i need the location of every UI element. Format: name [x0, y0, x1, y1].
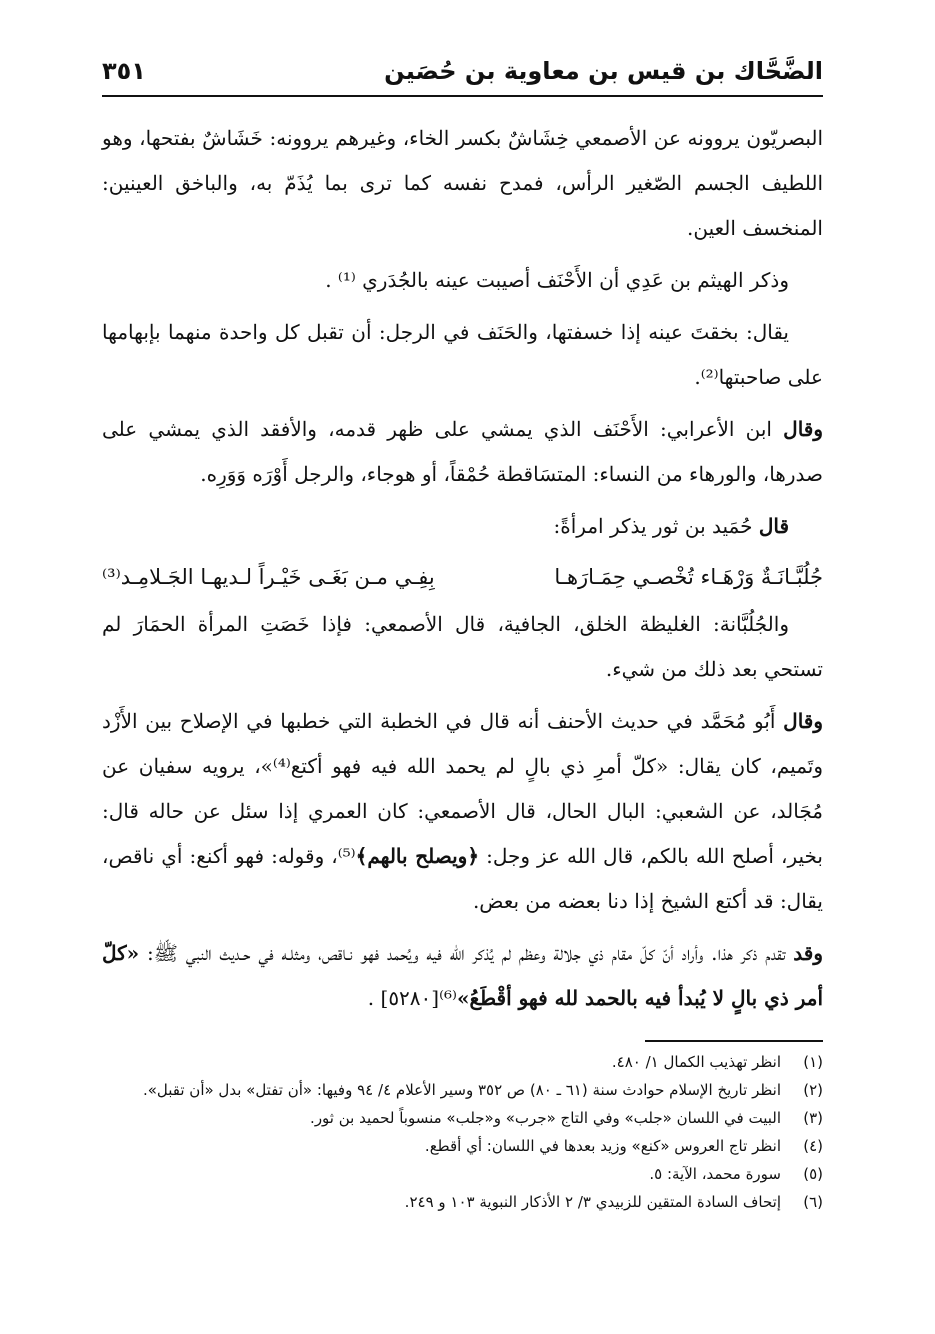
- paragraph: [102, 602, 823, 692]
- footnote-number: (٣): [803, 1109, 823, 1127]
- paragraph: [102, 699, 823, 924]
- footnote-text: إتحاف السادة المتقين للزبيدي ٣/ ٢ الأذكار النبوية ١٠٣ و ٢٤٩.: [404, 1193, 781, 1211]
- footnote-text: انظر تاريخ الإسلام حوادث سنة (٦١ ـ ٨٠) ص ٣٥٢ وسير الأعلام ٤/ ٩٤ وفيها: «أن تفتل» بدل «أن تقبل».: [142, 1081, 781, 1099]
- main-text: [102, 116, 823, 1028]
- quran-quote: ﴿ويصلح بالهم﴾: [355, 844, 480, 868]
- paragraph-lead: وقد: [793, 941, 823, 965]
- page-number: ٣٥١: [102, 57, 146, 85]
- footnote-number: (١): [803, 1053, 823, 1071]
- verse-second-hemistich: بِفِـي مـن بَغَـى خَيْـراً لـديهـا الجَـلامِـد⁽³⁾: [102, 565, 435, 589]
- running-title: الضَّحَّاك بن قيس بن معاوية بن حُصَين: [384, 57, 823, 85]
- paragraph: [102, 116, 823, 251]
- verse-first-hemistich: جُلُبَّـانَـةٌ وَرْهَـاء تُخْصـي حِمَـارَهـا: [554, 565, 823, 589]
- paragraph: [102, 310, 823, 400]
- paragraph-text: ابن الأعرابي: الأَحْنَف الذي يمشي على ظهر قدمه، والأفقد الذي يمشي على صدرها، والورهاء من النساء: المتسَاقطة حُمْقاً، أو هوجاء، والرجل أَوْرَه وَوَرِه.: [102, 417, 823, 486]
- paragraph-text: أَبُو مُحَمَّد في حديث الأحنف أنه قال في الخطبة التي خطبها في الإصلاح بين الأَزْد وتَميم، كان يقال: «كلّ أمرِ ذي بالٍ لم يحمد الله فيه فهو أكتع⁽⁴⁾»، يرويه سفيان عن مُجَالد، عن الشعبي: البال الحال، قال الأصمعي: كان العمري إذا سئل عن حاله قال: بخير، أصلح الله بالكم، قال الله عز وجل:: [102, 709, 824, 868]
- footnote: [102, 1134, 823, 1159]
- footnote-number: (٢): [803, 1081, 823, 1099]
- footnote-text: انظر تاج العروس «كنع» وزيد بعدها في اللسان: أي أقطع.: [424, 1137, 781, 1155]
- footnote: [102, 1106, 823, 1131]
- paragraph-text: ⁽⁵⁾، وقوله: فهو أكنع: أي ناقص، يقال: قد أكتع الشيخ إذا دنا بعضه من بعض.: [102, 844, 823, 913]
- paragraph: [102, 931, 823, 1021]
- paragraph-text: حُمَيد بن ثور يذكر امرأةً:: [553, 514, 759, 538]
- poetry-verse: [102, 556, 823, 598]
- paragraph: [102, 504, 823, 549]
- paragraph-text: والجُلُبَّانة: الغليظة الخلق، الجافية، قال الأصمعي: فإذا خَصَتِ المرأة الحمَارَ لم تستحي بعد ذلك من شيء.: [102, 612, 823, 681]
- paragraph: [102, 258, 823, 303]
- footnote-text: سورة محمد، الآية: ٥.: [649, 1165, 781, 1183]
- footnote-text: البيت في اللسان «جلب» وفي التاج «جرب» و«جلب» منسوباً لحميد بن ثور.: [310, 1109, 781, 1127]
- footnote: [102, 1162, 823, 1187]
- footnote-divider: [645, 1040, 823, 1042]
- footnote-number: (٥): [803, 1165, 823, 1183]
- paragraph: [102, 407, 823, 497]
- paragraph-text: ⁽⁶⁾[٥٢٨٠] .: [367, 986, 457, 1010]
- footnote-text: انظر تهذيب الكمال ١/ ٤٨٠.: [611, 1053, 781, 1071]
- footnote: [102, 1190, 823, 1215]
- paragraph-lead: وقال: [783, 417, 823, 441]
- hadith-quote: «كلّ أمر ذي بالٍ لا يُبدأ فيه بالحمد لله فهو أقْطَعُ»: [102, 941, 823, 1010]
- paragraph-lead: وقال: [783, 709, 823, 733]
- paragraph-text: البصريّون يروونه عن الأصمعي خِشَاشٌ بكسر الخاء، وغيرهم يروونه: خَشَاشٌ بفتحها، وهو اللطيف الجسم الصّغير الرأس، فمدح نفسه كما ترى بما يُذَمّ به، والباخق العينين: المنخسف العين.: [102, 126, 823, 240]
- page-header: [102, 55, 823, 97]
- footnotes: [102, 1050, 823, 1218]
- paragraph-text: تقدم ذكر هذا. وأراد أنّ كلّ مقام ذي جلالة وعظم لم يُذكر الله فيه ويُحمد فهو نـاقص، ومثلـه في حـديث النبي ﷺ:: [139, 941, 794, 965]
- footnote-number: (٦): [803, 1193, 823, 1211]
- footnote: [102, 1050, 823, 1075]
- paragraph-text: وذكر الهيثم بن عَدِي أن الأَحْنَف أصيبت عينه بالجُدَري ⁽¹⁾ .: [325, 268, 789, 292]
- footnote: [102, 1078, 823, 1103]
- paragraph-lead: قال: [758, 514, 789, 538]
- footnote-number: (٤): [803, 1137, 823, 1155]
- paragraph-text: يقال: بخقتَ عينه إذا خسفتها، والحَنَف في الرجل: أن تقبل كل واحدة منهما بإبهامها على صاحبتها⁽²⁾.: [102, 320, 823, 389]
